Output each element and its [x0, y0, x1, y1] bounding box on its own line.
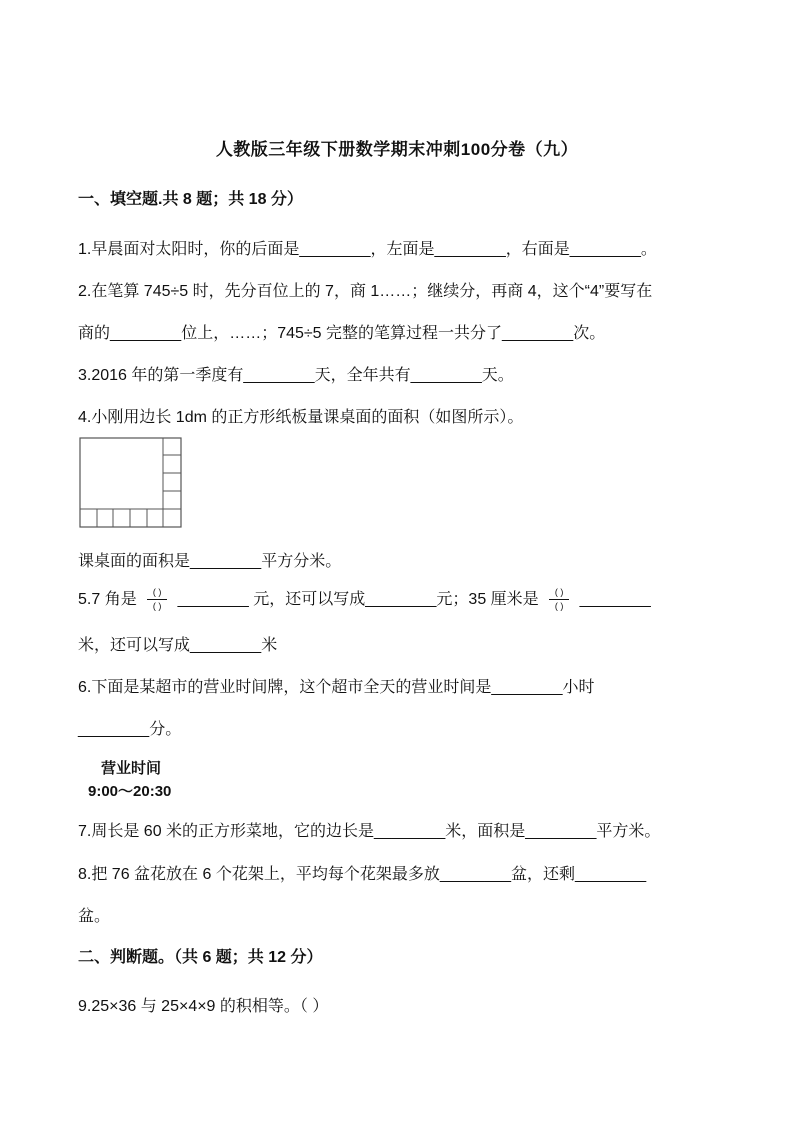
fraction-numerator: ( )	[549, 587, 569, 600]
question-5-line-2: 米，还可以写成________米	[78, 637, 278, 654]
q5-text-part-3: ________	[579, 591, 651, 608]
question-6-line-1: 6.下面是某超市的营业时间牌，这个超市全天的营业时间是________小时	[78, 679, 595, 696]
section-true-false: 二、判断题。（共 6 题；共 12 分）	[78, 949, 323, 966]
question-8-line-1: 8.把 76 盆花放在 6 个花架上，平均每个花架最多放________盆，还剩________	[78, 866, 647, 883]
question-8-line-2: 盆。	[78, 908, 111, 925]
business-hours-time: 9:00～20:30	[88, 783, 172, 800]
fraction-numerator: ( )	[147, 587, 167, 600]
q5-text-part-1: 5.7 角是	[78, 591, 137, 608]
business-hours-heading: 营业时间	[101, 760, 162, 777]
fraction-blank	[147, 587, 167, 612]
fraction-denominator: ( )	[152, 601, 162, 612]
section-fill-in-blanks: 一、填空题.共 8 题；共 18 分）	[78, 191, 303, 208]
question-2-line-1: 2.在笔算 745÷5 时，先分百位上的 7，商 1……；继续分，再商 4，这个“4”要写在	[78, 283, 653, 300]
desk-grid-figure	[79, 437, 182, 528]
question-6-line-2: ________分。	[78, 721, 182, 738]
question-7: 7.周长是 60 米的正方形菜地，它的边长是________米，面积是________平方米。	[78, 823, 661, 840]
question-3: 3.2016 年的第一季度有________天，全年共有________天。	[78, 367, 514, 384]
fraction-blank	[549, 587, 569, 612]
question-1: 1.早晨面对太阳时，你的后面是________，左面是________，右面是________。	[78, 241, 657, 258]
question-2-line-2: 商的________位上，……；745÷5 完整的笔算过程一共分了________次。	[78, 325, 606, 342]
page-title: 人教版三年级下册数学期末冲刺100分卷（九）	[215, 140, 579, 159]
q5-text-part-2: ________ 元，还可以写成________元；35 厘米是	[177, 591, 539, 608]
question-9: 9.25×36 与 25×4×9 的积相等。（ ）	[78, 998, 329, 1015]
question-4: 4.小刚用边长 1dm 的正方形纸板量课桌面的面积（如图所示）。	[78, 409, 524, 426]
question-4-answer: 课桌面的面积是________平方分米。	[78, 553, 342, 570]
question-5-line-1	[78, 586, 651, 612]
fraction-denominator: ( )	[554, 601, 564, 612]
